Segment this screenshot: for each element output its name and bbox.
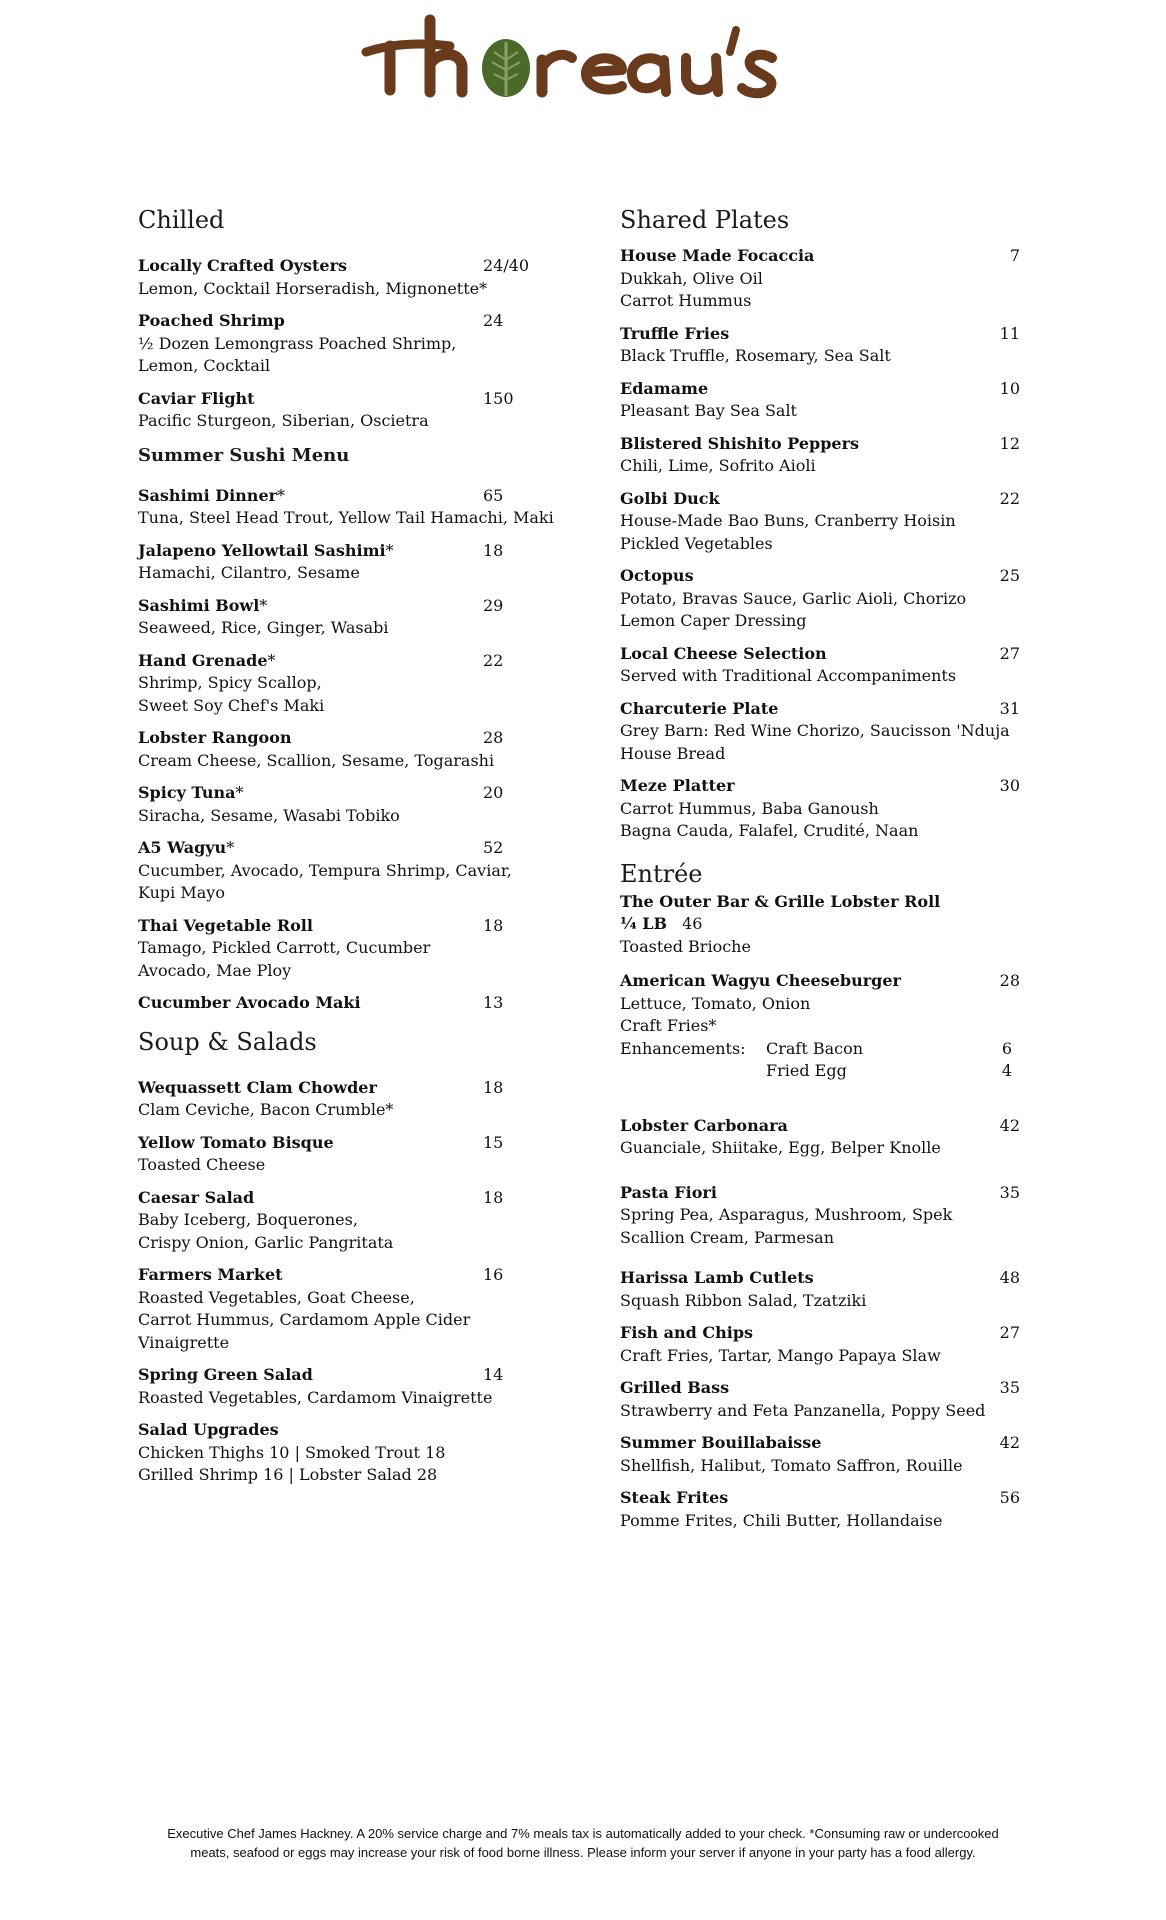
item-head (620, 1377, 1020, 1400)
item-name: Thai Vegetable Roll (138, 915, 313, 935)
item-price: 13 (483, 993, 504, 1012)
enhancement-price: 4 (1001, 1061, 1012, 1080)
menu-item (138, 1187, 558, 1255)
item-desc: Hamachi, Cilantro, Sesame (138, 563, 360, 582)
item-name: Edamame (620, 378, 709, 398)
item-price: 46 (682, 914, 703, 933)
item-name: A5 Wagyu (138, 838, 227, 857)
salad-upgrades-line: Grilled Shrimp 16 | Lobster Salad 28 (138, 1465, 438, 1484)
menu-item-wagyu-burger (620, 970, 1020, 1083)
item-head (620, 698, 1020, 721)
item-price: 27 (999, 643, 1020, 663)
item-desc: Served with Traditional Accompaniments (620, 666, 957, 685)
item-price: 11 (999, 323, 1020, 343)
shared-list (620, 245, 1020, 843)
item-name: Hand Grenade (138, 650, 268, 670)
raw-marker: * (259, 595, 268, 615)
item-price: 24 (483, 311, 504, 330)
salad-upgrades (138, 1419, 558, 1487)
raw-marker: * (235, 783, 244, 802)
menu-item (620, 698, 1020, 766)
menu-item (138, 727, 558, 772)
item-head (620, 323, 1020, 346)
item-head (620, 970, 1020, 993)
menu-item (620, 488, 1020, 556)
item-name: House Made Focaccia (620, 246, 815, 265)
item-desc: Vinaigrette (138, 1332, 230, 1352)
item-name: Octopus (620, 566, 694, 585)
item-price: 22 (999, 488, 1020, 508)
menu-item (620, 245, 1020, 313)
enhancement-row (620, 1060, 1020, 1083)
item-price: 42 (999, 1433, 1020, 1452)
menu-item (138, 1264, 558, 1354)
menu-item (620, 1377, 1020, 1422)
salad-upgrades-title: Salad Upgrades (138, 1420, 279, 1439)
item-desc: Roasted Vegetables, Goat Cheese, (138, 1287, 415, 1307)
item-name: Harissa Lamb Cutlets (620, 1268, 814, 1287)
raw-marker: * (267, 650, 276, 670)
item-name-size: ¼ LB (620, 914, 668, 933)
item-name: Jalapeno Yellowtail Sashimi (138, 540, 386, 560)
item-name: Caesar Salad (138, 1187, 255, 1207)
item-desc: Spring Pea, Asparagus, Mushroom, Spek (620, 1205, 953, 1224)
item-head (138, 485, 558, 508)
item-price: 48 (999, 1268, 1020, 1287)
item-head (138, 1364, 558, 1387)
item-head (138, 992, 558, 1015)
item-desc: Pacific Sturgeon, Siberian, Oscietra (138, 411, 429, 430)
section-title-sushi: Summer Sushi Menu (138, 444, 350, 466)
menu-item (620, 433, 1020, 478)
item-head (620, 245, 1020, 268)
item-price: 20 (483, 783, 504, 802)
item-name: Cucumber Avocado Maki (138, 993, 361, 1012)
item-desc: Pickled Vegetables (620, 533, 773, 553)
enhancement-row (620, 1038, 1020, 1061)
item-desc: Bagna Cauda, Falafel, Crudité, Naan (620, 821, 919, 840)
item-desc: Lemon Caper Dressing (620, 611, 807, 630)
item-desc: House-Made Bao Buns, Cranberry Hoisin (620, 511, 956, 530)
item-desc: Grey Barn: Red Wine Chorizo, Saucisson 'Nduja (620, 721, 1010, 740)
left-column (138, 203, 558, 1497)
item-desc: Roasted Vegetables, Cardamom Vinaigrette (138, 1387, 493, 1407)
item-name: Lobster Rangoon (138, 728, 292, 747)
item-name: Golbi Duck (620, 488, 720, 508)
item-name: Poached Shrimp (138, 311, 285, 330)
item-name: Spring Green Salad (138, 1365, 313, 1384)
item-desc: Lemon, Cocktail (138, 356, 271, 375)
chilled-list (138, 255, 558, 433)
item-head (138, 915, 558, 938)
item-head (138, 255, 558, 278)
item-desc: Carrot Hummus, Baba Ganoush (620, 798, 879, 818)
menu-item (138, 915, 558, 983)
item-price: 56 (999, 1488, 1020, 1507)
item-price: 28 (483, 728, 504, 747)
item-desc: Pomme Frites, Chili Butter, Hollandaise (620, 1510, 943, 1530)
soup-list (138, 1077, 558, 1410)
item-head (138, 1187, 558, 1210)
menu-item (620, 378, 1020, 423)
thoreaus-logo-mark (360, 12, 810, 108)
item-price: 52 (483, 838, 504, 857)
item-price: 14 (483, 1365, 504, 1384)
item-desc: Tamago, Pickled Carrott, Cucumber (138, 938, 431, 957)
enhancement-price: 6 (1001, 1038, 1012, 1058)
item-head (620, 1487, 1020, 1510)
item-desc: Pleasant Bay Sea Salt (620, 401, 797, 420)
item-name: American Wagyu Cheeseburger (620, 971, 901, 990)
item-price: 18 (483, 540, 504, 560)
menu-item (620, 565, 1020, 633)
item-head (620, 488, 1020, 511)
item-head (620, 378, 1020, 401)
menu-item (138, 837, 558, 905)
item-desc: Carrot Hummus (620, 291, 752, 310)
menu-item (138, 992, 558, 1015)
item-head (620, 643, 1020, 666)
item-name: Yellow Tomato Bisque (138, 1132, 334, 1152)
item-desc: Black Truffle, Rosemary, Sea Salt (620, 346, 891, 365)
enhancements-label: Enhancements: (620, 1038, 746, 1058)
item-desc: Guanciale, Shiitake, Egg, Belper Knolle (620, 1138, 941, 1157)
item-price: 22 (483, 650, 504, 670)
item-name: Spicy Tuna (138, 783, 236, 802)
item-desc: Clam Ceviche, Bacon Crumble* (138, 1100, 394, 1119)
item-name: Caviar Flight (138, 388, 255, 408)
item-head (620, 775, 1020, 798)
item-head (138, 1264, 558, 1287)
item-head (138, 1132, 558, 1155)
raw-marker: * (226, 838, 235, 857)
menu-item (138, 1364, 558, 1409)
item-desc: House Bread (620, 743, 726, 763)
item-price: 12 (999, 433, 1020, 453)
item-desc: Dukkah, Olive Oil (620, 268, 763, 288)
enhancement-name: Craft Bacon (766, 1038, 864, 1058)
item-head (138, 1077, 558, 1100)
item-desc: Lettuce, Tomato, Onion (620, 993, 811, 1013)
item-price: 24/40 (483, 256, 530, 275)
item-head (138, 388, 558, 411)
item-head (620, 1432, 1020, 1455)
item-price: 30 (999, 776, 1020, 795)
item-name: Grilled Bass (620, 1378, 730, 1397)
item-name: Lobster Carbonara (620, 1115, 788, 1135)
menu-item (138, 782, 558, 827)
raw-marker: * (277, 485, 286, 505)
section-title-shared-plates: Shared Plates (620, 206, 790, 234)
item-head (138, 310, 558, 333)
item-head (620, 1322, 1020, 1345)
item-head (620, 565, 1020, 588)
item-desc: Crispy Onion, Garlic Pangritata (138, 1232, 394, 1252)
menu-item (620, 1322, 1020, 1367)
item-desc: Scallion Cream, Parmesan (620, 1227, 835, 1247)
item-desc: Lemon, Cocktail Horseradish, Mignonette* (138, 278, 488, 298)
item-price: 18 (483, 1077, 504, 1097)
menu-item (620, 1182, 1020, 1250)
item-name: Truffle Fries (620, 323, 730, 343)
item-desc: Craft Fries, Tartar, Mango Papaya Slaw (620, 1345, 941, 1365)
item-name: Steak Frites (620, 1488, 729, 1507)
item-desc: Squash Ribbon Salad, Tzatziki (620, 1290, 867, 1310)
item-name: Sashimi Bowl (138, 595, 260, 615)
item-desc: Shellfish, Halibut, Tomato Saffron, Rouille (620, 1455, 963, 1475)
item-head (138, 595, 558, 618)
item-price: 25 (999, 566, 1020, 585)
item-name: Farmers Market (138, 1265, 283, 1284)
item-price: 18 (483, 1187, 504, 1207)
menu-item (620, 775, 1020, 843)
menu-item (138, 310, 558, 378)
item-name: Charcuterie Plate (620, 698, 779, 718)
item-name: Locally Crafted Oysters (138, 256, 348, 275)
item-price: 7 (1009, 246, 1020, 265)
menu-item (138, 595, 558, 640)
item-price: 28 (999, 971, 1020, 990)
menu-item (620, 643, 1020, 688)
raw-marker: * (385, 540, 394, 560)
entree-list (620, 1115, 1020, 1533)
menu-item (620, 1115, 1020, 1160)
item-desc: Tuna, Steel Head Trout, Yellow Tail Hamachi, Maki (138, 508, 554, 527)
item-name: The Outer Bar & Grille Lobster Roll (620, 891, 941, 911)
menu-item (138, 1077, 558, 1122)
item-name: Summer Bouillabaisse (620, 1433, 822, 1452)
item-head (620, 433, 1020, 456)
thoreaus-logo (360, 12, 810, 108)
item-price: 10 (999, 378, 1020, 398)
item-name: Local Cheese Selection (620, 643, 827, 663)
menu-item (138, 650, 558, 718)
item-price: 16 (483, 1265, 504, 1284)
item-desc: Strawberry and Feta Panzanella, Poppy Seed (620, 1400, 986, 1420)
item-desc: Toasted Cheese (138, 1155, 266, 1174)
item-desc: Potato, Bravas Sauce, Garlic Aioli, Chorizo (620, 588, 967, 608)
sushi-list (138, 485, 558, 1015)
menu-item-lobster-roll (620, 891, 1020, 959)
item-price: 27 (999, 1323, 1020, 1342)
item-desc: Cucumber, Avocado, Tempura Shrimp, Caviar, (138, 860, 512, 880)
menu-item (138, 388, 558, 433)
item-head (138, 837, 558, 860)
item-price: 42 (999, 1115, 1020, 1135)
item-name: Sashimi Dinner (138, 485, 278, 505)
item-head (138, 727, 558, 750)
menu-item (620, 1487, 1020, 1532)
item-head (138, 782, 558, 805)
item-head (620, 1182, 1020, 1205)
enhancement-name: Fried Egg (766, 1061, 847, 1080)
menu-item (620, 1432, 1020, 1477)
item-desc: Sweet Soy Chef's Maki (138, 695, 325, 715)
item-desc: Avocado, Mae Ploy (138, 960, 292, 980)
right-column (620, 203, 1020, 1542)
item-desc: Craft Fries* (620, 1016, 717, 1035)
item-desc: Shrimp, Spicy Scallop, (138, 673, 322, 692)
item-desc: Siracha, Sesame, Wasabi Tobiko (138, 805, 400, 825)
item-desc: ½ Dozen Lemongrass Poached Shrimp, (138, 333, 457, 353)
footer-line: meats, seafood or eggs may increase your risk of food borne illness. Please inform your server if anyone in your party has a food allergy. (190, 1845, 976, 1860)
item-name: Wequassett Clam Chowder (138, 1077, 377, 1097)
item-price: 18 (483, 915, 504, 935)
item-price: 31 (999, 698, 1020, 718)
item-desc: Carrot Hummus, Cardamom Apple Cider (138, 1310, 471, 1329)
menu-item (620, 1267, 1020, 1312)
item-head (620, 1115, 1020, 1138)
item-desc: Seaweed, Rice, Ginger, Wasabi (138, 618, 389, 637)
section-title-entree: Entrée (620, 859, 703, 888)
item-name: Fish and Chips (620, 1323, 754, 1342)
item-price: 65 (483, 485, 504, 505)
item-desc: Kupi Mayo (138, 883, 225, 902)
footer-line: Executive Chef James Hackney. A 20% service charge and 7% meals tax is automatically added to your check. *Consuming raw or undercooked (167, 1826, 999, 1841)
item-name: Blistered Shishito Peppers (620, 433, 860, 453)
menu-item (620, 323, 1020, 368)
salad-upgrades-line: Chicken Thighs 10 | Smoked Trout 18 (138, 1442, 446, 1462)
menu-item (138, 1132, 558, 1177)
item-price: 15 (483, 1132, 504, 1152)
item-price: 35 (999, 1378, 1020, 1397)
item-desc: Chili, Lime, Sofrito Aioli (620, 456, 816, 475)
item-name: Meze Platter (620, 776, 735, 795)
item-head (138, 540, 558, 563)
item-desc: Toasted Brioche (620, 936, 751, 956)
item-name: Pasta Fiori (620, 1182, 717, 1202)
item-desc: Baby Iceberg, Boquerones, (138, 1210, 358, 1229)
menu-item (138, 255, 558, 300)
menu-item (138, 485, 558, 530)
menu-item (138, 540, 558, 585)
section-title-soup-salads: Soup & Salads (138, 1027, 317, 1056)
item-head (138, 650, 558, 673)
item-desc: Cream Cheese, Scallion, Sesame, Togarashi (138, 750, 495, 770)
footer-disclaimer (120, 1824, 1046, 1862)
item-head (620, 1267, 1020, 1290)
leaf-icon (482, 39, 530, 97)
section-title-chilled: Chilled (138, 206, 225, 234)
item-price: 29 (483, 595, 504, 615)
item-price: 35 (999, 1182, 1020, 1202)
item-price: 150 (483, 388, 514, 408)
